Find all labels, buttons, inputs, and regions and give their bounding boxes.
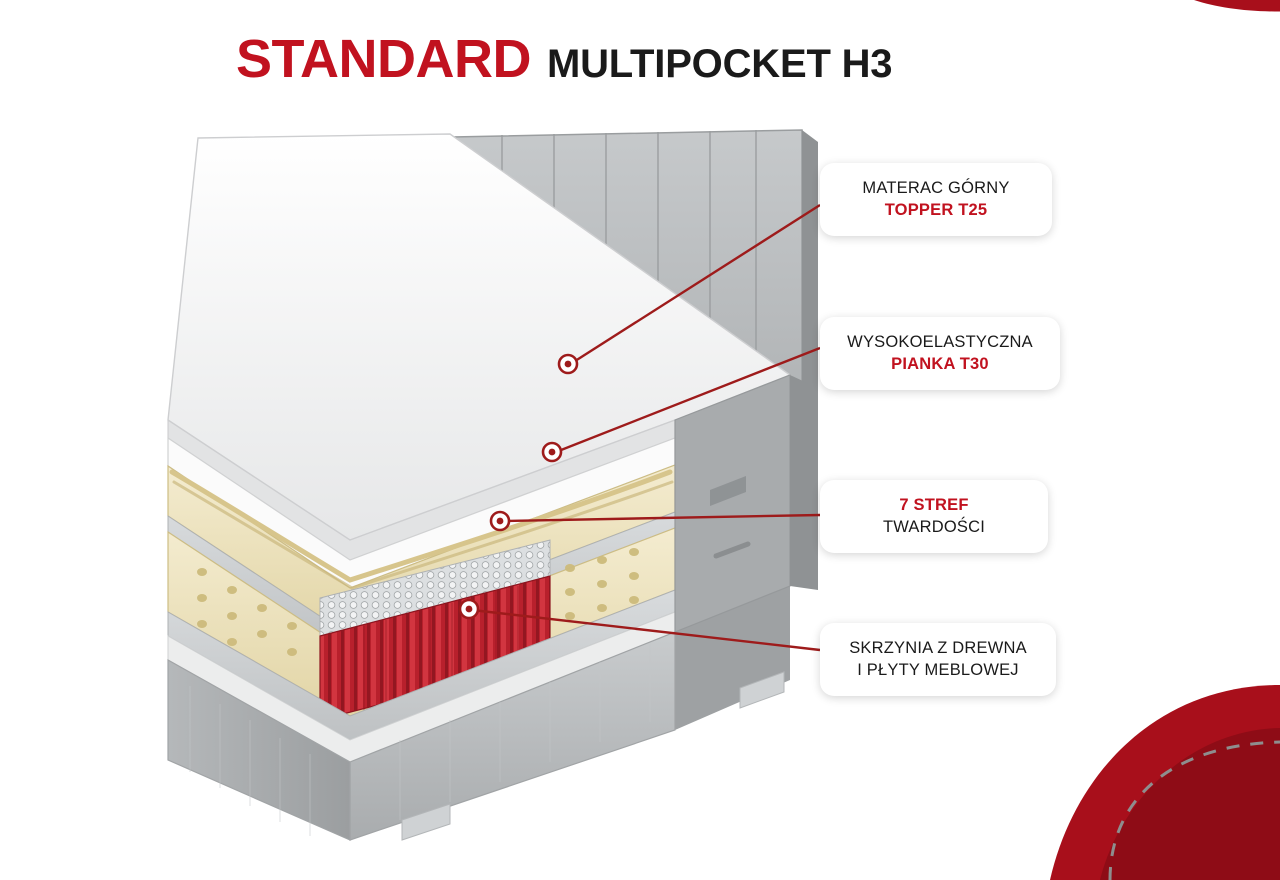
- decor-corner-top-right: [1060, 0, 1280, 60]
- callout-topper: [820, 163, 1052, 236]
- title-sub: MULTIPOCKET H3: [546, 42, 893, 86]
- callout-topper-line1: MATERAC GÓRNY: [862, 179, 1010, 197]
- callout-box-line2: I PŁYTY MEBLOWEJ: [857, 661, 1019, 680]
- callout-foam: [820, 317, 1060, 390]
- callout-box: [820, 623, 1056, 696]
- callout-zones-line2: TWARDOŚCI: [882, 518, 986, 537]
- callout-zones-line1: 7 STREF: [899, 496, 969, 514]
- title-main: STANDARD: [236, 29, 531, 89]
- box-side-right: [675, 375, 818, 632]
- callout-foam-line1: WYSOKOELASTYCZNA: [847, 333, 1033, 351]
- bed-cutaway-illustration: [150, 120, 870, 860]
- callout-topper-line2: TOPPER T25: [884, 201, 988, 220]
- callout-zones: [820, 480, 1048, 553]
- callout-box-line1: SKRZYNIA Z DREWNA: [849, 639, 1027, 657]
- callout-foam-line2: PIANKA T30: [891, 355, 989, 374]
- page-title: [236, 29, 893, 89]
